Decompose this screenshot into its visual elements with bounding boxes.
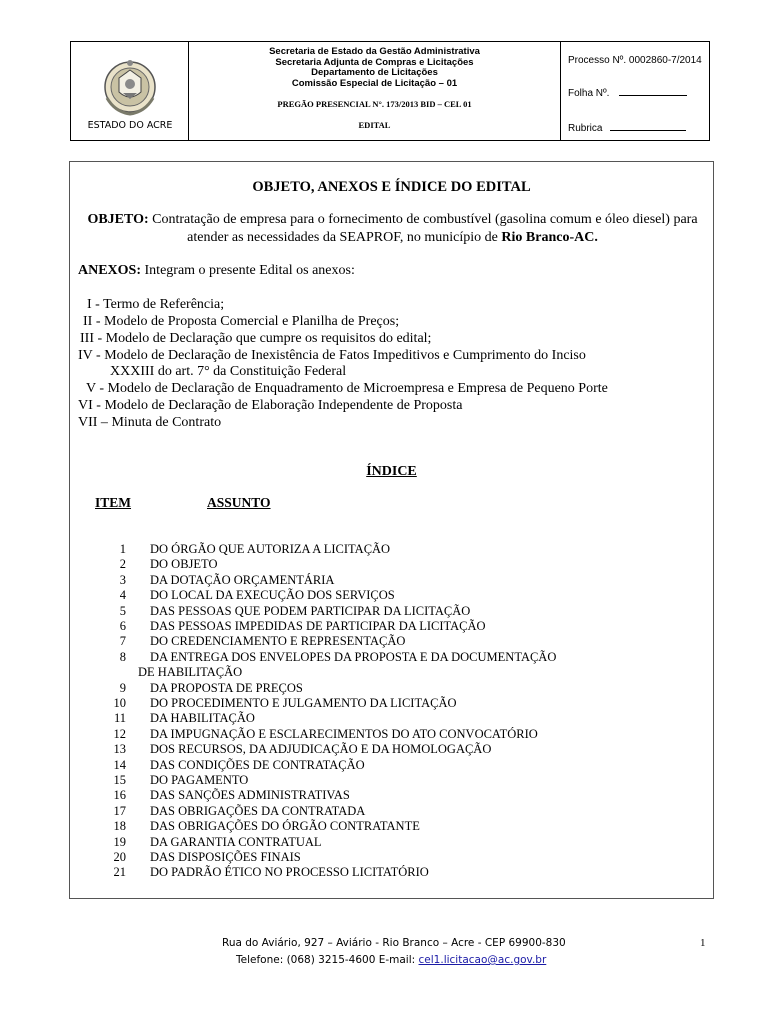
index-subject: DA GARANTIA CONTRATUAL <box>150 834 322 849</box>
header-center-cell <box>189 42 561 140</box>
index-subject: DO ÓRGÃO QUE AUTORIZA A LICITAÇÃO <box>150 542 391 556</box>
index-subject: DA PROPOSTA DE PREÇOS <box>150 680 303 695</box>
index-number: 9 <box>119 680 126 695</box>
folha-label: Folha Nº. <box>568 88 610 99</box>
footer-phone: Telefone: (068) 3215-4600 E-mail: <box>236 954 416 966</box>
annex-item-1: I - Termo de Referência; <box>87 297 225 312</box>
index-subject: DO OBJETO <box>150 557 218 572</box>
annex-item-3: III - Modelo de Declaração que cumpre os requisitos do edital; <box>80 331 432 346</box>
index-subject: DA IMPUGNAÇÃO E ESCLARECIMENTOS DO ATO CONVOCATÓRIO <box>150 726 538 741</box>
objeto-place: Rio Branco-AC. <box>501 230 598 245</box>
document-header <box>70 41 710 141</box>
index-number: 2 <box>119 557 126 572</box>
index-subject-continued: DE HABILITAÇÃO <box>138 665 243 680</box>
index-subject: DA ENTREGA DOS ENVELOPES DA PROPOSTA E DA DOCUMENTAÇÃO <box>150 649 557 664</box>
anexos-label: ANEXOS: <box>78 263 142 278</box>
index-subject: DO PROCEDIMENTO E JULGAMENTO DA LICITAÇÃO <box>150 696 457 710</box>
index-number: 8 <box>119 649 126 664</box>
footer-email-link[interactable]: cel1.licitacao@ac.gov.br <box>418 954 547 966</box>
header-right-cell <box>561 42 709 140</box>
index-subject: DO PADRÃO ÉTICO NO PROCESSO LICITATÓRIO <box>150 865 429 880</box>
index-subject: DA HABILITAÇÃO <box>150 711 255 726</box>
page-title: OBJETO, ANEXOS E ÍNDICE DO EDITAL <box>252 179 531 195</box>
index-number: 7 <box>119 634 126 649</box>
index-number: 15 <box>113 773 126 787</box>
header-line-3: Departamento de Licitações <box>311 67 438 78</box>
annex-item-2: II - Modelo de Proposta Comercial e Planilha de Preços; <box>83 314 400 329</box>
main-content-box <box>69 161 714 899</box>
index-subject: DO PAGAMENTO <box>150 773 249 787</box>
column-header-assunto: ASSUNTO <box>207 495 271 510</box>
index-number: 17 <box>113 803 126 818</box>
header-line-4: Comissão Especial de Licitação – 01 <box>291 77 458 89</box>
index-subject: DA DOTAÇÃO ORÇAMENTÁRIA <box>150 572 335 587</box>
rubrica-label: Rubrica <box>568 123 603 134</box>
annex-item-5: V - Modelo de Declaração de Enquadramento de Microempresa e Empresa de Pequeno Porte <box>86 381 608 396</box>
index-number: 12 <box>113 726 126 741</box>
anexos-paragraph <box>78 262 355 280</box>
folha-blank <box>619 86 687 96</box>
rubrica-field <box>568 121 686 134</box>
header-line-1: Secretaria de Estado da Gestão Administrativa <box>269 46 480 57</box>
index-subject: DAS SANÇÕES ADMINISTRATIVAS <box>150 788 350 803</box>
index-number: 14 <box>113 757 126 772</box>
page-number: 1 <box>700 937 706 949</box>
index-number: 11 <box>113 711 126 726</box>
index-number: 5 <box>119 603 126 618</box>
column-header-item: ITEM <box>95 495 132 510</box>
index-number: 20 <box>113 850 126 864</box>
index-number: 13 <box>113 742 126 757</box>
index-number: 1 <box>119 542 126 556</box>
pregao-number: PREGÃO PRESENCIAL N°. 173/2013 BID – CEL 01 <box>277 99 472 109</box>
index-number: 4 <box>119 588 126 603</box>
header-logo-cell <box>71 42 189 140</box>
objeto-label: OBJETO: <box>87 212 149 227</box>
index-number: 16 <box>113 788 126 803</box>
processo-number: Processo Nº. 0002860-7/2014 <box>568 55 702 66</box>
index-number: 21 <box>113 865 126 880</box>
index-subject: DAS OBRIGAÇÕES DA CONTRATADA <box>150 803 366 818</box>
footer-contact <box>236 952 546 969</box>
objeto-paragraph <box>80 211 705 247</box>
index-number: 19 <box>113 834 126 849</box>
rubrica-blank <box>610 121 686 131</box>
footer-address: Rua do Aviário, 927 – Aviário - Rio Branco – Acre - CEP 69900-830 <box>222 937 566 949</box>
index-number: 10 <box>113 696 126 710</box>
state-label: ESTADO DO ACRE <box>87 120 173 131</box>
annex-item-4-continued: XXXIII do art. 7° da Constituição Federal <box>110 364 347 379</box>
folha-field <box>568 86 687 99</box>
annex-item-7: VII – Minuta de Contrato <box>78 415 222 430</box>
annex-item-4: IV - Modelo de Declaração de Inexistência de Fatos Impeditivos e Cumprimento do Inciso <box>78 348 586 363</box>
index-subject: DOS RECURSOS, DA ADJUDICAÇÃO E DA HOMOLOGAÇÃO <box>150 742 492 757</box>
index-number: 18 <box>113 819 126 834</box>
index-subject: DAS CONDIÇÕES DE CONTRATAÇÃO <box>150 757 365 772</box>
state-coat-of-arms-icon <box>101 58 159 118</box>
annex-item-6: VI - Modelo de Declaração de Elaboração Independente de Proposta <box>78 398 463 413</box>
objeto-text: Contratação de empresa para o fornecimento de combustível (gasolina comum e óleo diesel) para atender as necessidades da SEAPROF, no município de <box>152 212 698 245</box>
indice-title: ÍNDICE <box>366 464 417 479</box>
index-subject: DAS PESSOAS IMPEDIDAS DE PARTICIPAR DA LICITAÇÃO <box>150 619 486 633</box>
index-subject: DO CREDENCIAMENTO E REPRESENTAÇÃO <box>150 634 406 649</box>
index-subject: DAS OBRIGAÇÕES DO ÓRGÃO CONTRATANTE <box>150 819 420 834</box>
index-number: 6 <box>119 619 126 633</box>
index-subject: DAS DISPOSIÇÕES FINAIS <box>150 850 301 864</box>
index-subject: DO LOCAL DA EXECUÇÃO DOS SERVIÇOS <box>150 588 395 603</box>
index-subject: DAS PESSOAS QUE PODEM PARTICIPAR DA LICITAÇÃO <box>150 603 471 618</box>
index-number: 3 <box>119 572 126 587</box>
anexos-text: Integram o presente Edital os anexos: <box>144 263 355 278</box>
edital-label: EDITAL <box>358 120 391 130</box>
header-line-2: Secretaria Adjunta de Compras e Licitações <box>275 56 474 68</box>
